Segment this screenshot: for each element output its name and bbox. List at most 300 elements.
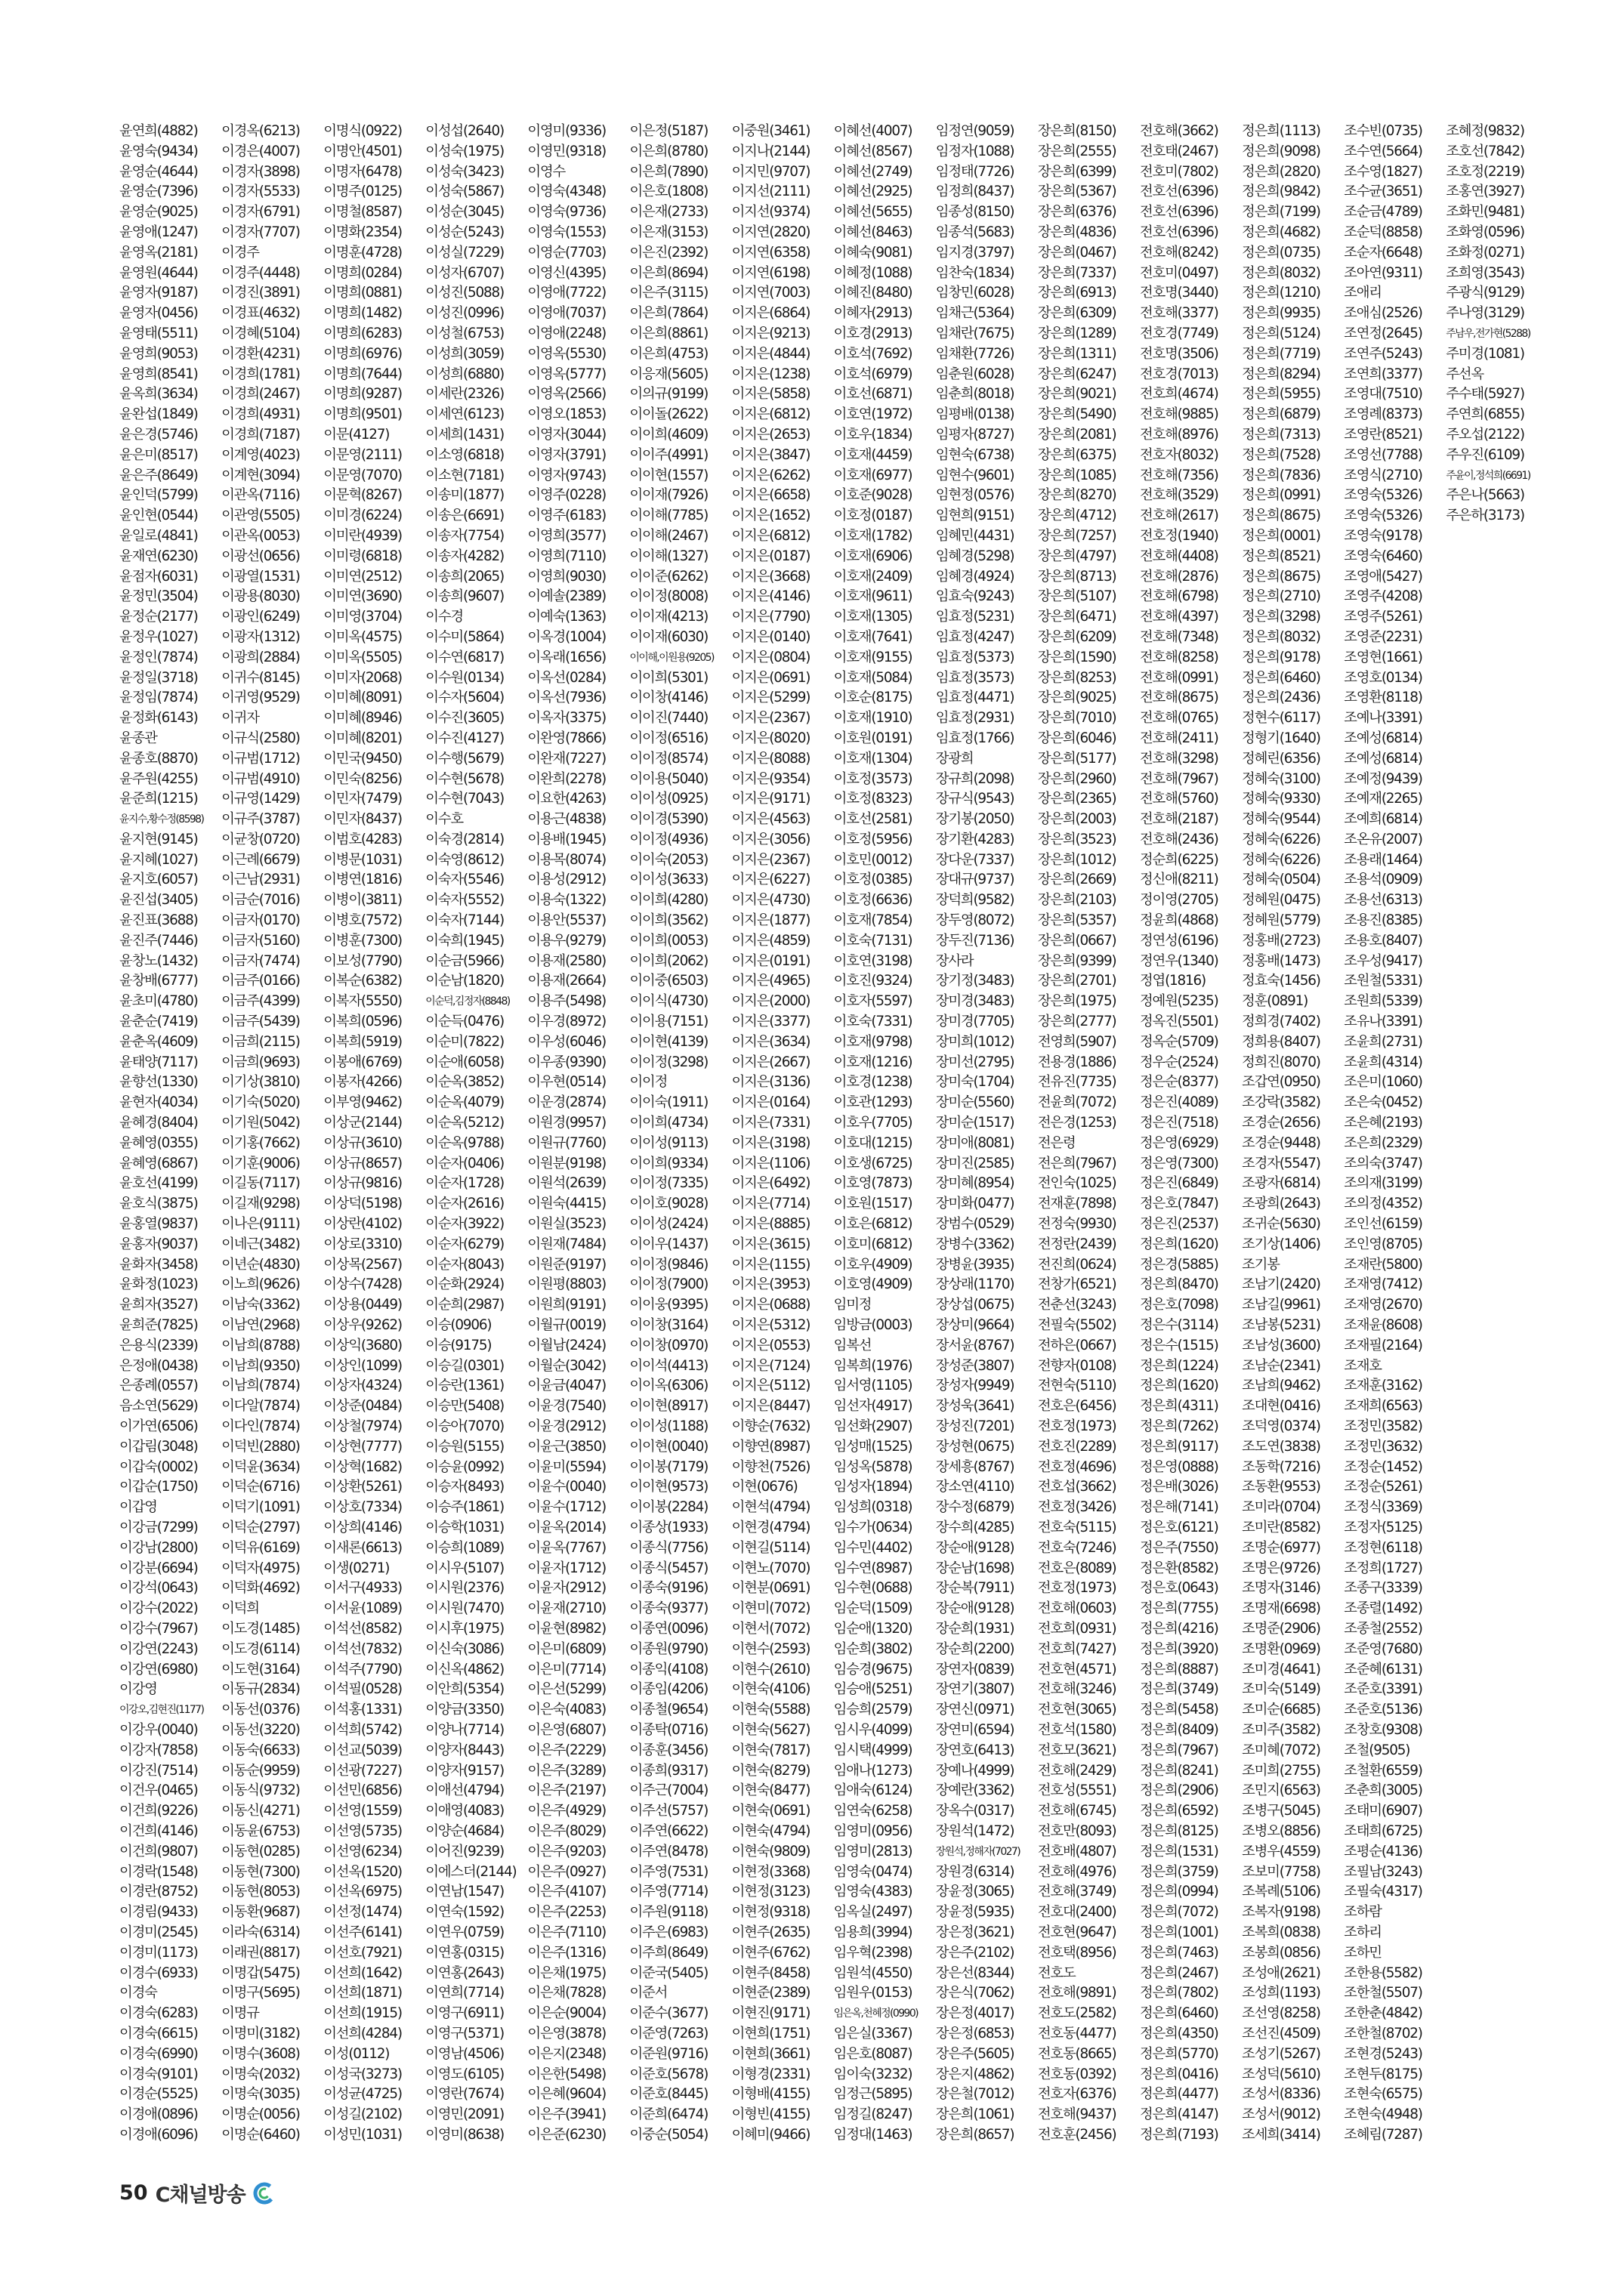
donor-entry: 정예원(5235) <box>1139 993 1218 1010</box>
donor-entry: 정혜원(5779) <box>1242 912 1320 929</box>
donor-entry: 조남희(9462) <box>1242 1378 1320 1394</box>
donor-entry: 이금자(5160) <box>221 932 300 949</box>
donor-entry: 이호정(8323) <box>833 791 912 807</box>
donor-entry: 이선정(1474) <box>323 1904 402 1921</box>
donor-entry: 장은희(7257) <box>1037 527 1116 544</box>
donor-entry: 장원석(1472) <box>935 1822 1014 1839</box>
donor-entry: 조광자(6814) <box>1242 1175 1320 1192</box>
donor-entry: 장예란(3362) <box>935 1782 1014 1799</box>
donor-entry: 임찬숙(1834) <box>935 264 1014 281</box>
donor-entry: 전호도 <box>1037 1964 1076 1981</box>
donor-entry: 이상규(9816) <box>323 1175 402 1192</box>
donor-entry: 전호은(8089) <box>1037 1560 1116 1576</box>
donor-entry: 조정민(3632) <box>1344 1438 1422 1455</box>
donor-entry: 장은희(2960) <box>1037 770 1116 787</box>
donor-entry: 윤정인(7874) <box>119 649 198 665</box>
donor-entry: 이지연(7003) <box>731 285 810 301</box>
donor-entry: 이관옥(0053) <box>221 527 300 544</box>
donor-entry: 이지은(2667) <box>731 1054 810 1070</box>
donor-entry: 이지은(3847) <box>731 446 810 463</box>
donor-entry: 이영남(4506) <box>425 2045 504 2062</box>
donor-entry: 전호해(2187) <box>1139 811 1218 828</box>
donor-entry: 조용석(0909) <box>1344 872 1422 888</box>
donor-entry: 정은희(8241) <box>1139 1762 1218 1779</box>
donor-entry: 이지은(8447) <box>731 1398 810 1415</box>
donor-entry: 이이숙(1911) <box>629 1094 709 1111</box>
donor-entry: 이영옥(5530) <box>527 345 607 362</box>
donor-entry: 이도경(1485) <box>221 1620 300 1637</box>
donor-entry: 이성순(5243) <box>425 224 504 240</box>
donor-entry: 이연희(7714) <box>425 1985 504 2001</box>
donor-entry: 정은희(7802) <box>1139 1985 1218 2001</box>
donor-entry: 이석필(0528) <box>323 1681 402 1698</box>
donor-entry: 전호동(4477) <box>1037 2025 1116 2041</box>
donor-entry: 이숙자(7144) <box>425 912 504 929</box>
donor-entry: 조병오(8856) <box>1242 1822 1320 1839</box>
donor-entry: 조윤희(4314) <box>1344 1054 1422 1070</box>
donor-entry: 정은희(7528) <box>1242 446 1320 463</box>
donor-entry: 조영호(0134) <box>1344 669 1422 686</box>
donor-entry: 이영애(7037) <box>527 305 607 322</box>
donor-entry: 이예숙(1363) <box>527 609 607 625</box>
donor-entry: 이용재(2580) <box>527 952 607 969</box>
donor-entry: 이경옥(6213) <box>221 123 300 139</box>
donor-entry: 윤종관 <box>119 730 157 746</box>
donor-entry: 장미숙(1704) <box>935 1074 1014 1091</box>
donor-entry: 이호우(7705) <box>833 1115 912 1131</box>
donor-entry: 이명철(8587) <box>323 204 402 221</box>
donor-entry: 이호정(0385) <box>833 872 912 888</box>
donor-entry: 장은희(1289) <box>1037 325 1116 341</box>
donor-entry: 전은령 <box>1037 1134 1076 1151</box>
donor-entry: 조정순(5261) <box>1344 1479 1422 1495</box>
donor-entry: 이영희(7110) <box>527 548 607 564</box>
donor-entry: 이애영(4083) <box>425 1803 504 1819</box>
donor-entry: 조영주(5261) <box>1344 609 1422 625</box>
donor-entry: 이호우(1834) <box>833 426 912 443</box>
donor-entry: 정우순(2524) <box>1139 1054 1218 1070</box>
donor-entry: 이이정(6516) <box>629 730 709 746</box>
donor-entry: 이의규(9199) <box>629 386 709 403</box>
donor-entry: 이승란(1361) <box>425 1378 504 1394</box>
donor-entry: 이주연(6622) <box>629 1822 709 1839</box>
donor-entry: 이지은(1155) <box>731 1256 810 1273</box>
donor-entry: 이영자(3044) <box>527 426 607 443</box>
donor-entry: 이명희(6976) <box>323 345 402 362</box>
donor-entry: 이신숙(3086) <box>425 1640 504 1657</box>
donor-entry: 이순자(2616) <box>425 1196 504 1212</box>
donor-entry: 조온유(2007) <box>1344 831 1422 847</box>
donor-entry: 이준원(9716) <box>629 2045 709 2062</box>
donor-entry: 주은나(5663) <box>1446 487 1524 504</box>
donor-entry: 이현준(2389) <box>731 1985 810 2001</box>
donor-entry: 조연희(3377) <box>1344 366 1422 382</box>
donor-entry: 임복선 <box>833 1337 872 1353</box>
donor-entry: 장은희(6399) <box>1037 163 1116 180</box>
donor-entry: 임현정(0576) <box>935 487 1014 504</box>
donor-entry: 전호숙(7246) <box>1037 1539 1116 1556</box>
donor-entry: 전호현(3065) <box>1037 1702 1116 1718</box>
donor-entry: 이승윤(0992) <box>425 1458 504 1475</box>
donor-entry: 조은숙(0452) <box>1344 1094 1422 1111</box>
donor-entry: 이우현(0514) <box>527 1074 607 1091</box>
donor-entry: 이원실(3523) <box>527 1216 607 1233</box>
donor-entry: 전호정(1940) <box>1139 527 1218 544</box>
donor-entry: 이규범(4910) <box>221 770 300 787</box>
donor-entry: 이주연(8478) <box>629 1843 709 1859</box>
donor-entry: 이현노(7070) <box>731 1560 810 1576</box>
donor-entry: 이경란(8752) <box>119 1884 198 1900</box>
donor-entry: 임춘희(8018) <box>935 386 1014 403</box>
donor-entry: 정은희(1531) <box>1139 1843 1218 1859</box>
donor-entry: 이근례(6679) <box>221 851 300 868</box>
donor-entry: 정은희(7463) <box>1139 1944 1218 1961</box>
donor-entry: 임은실(3367) <box>833 2025 912 2041</box>
donor-entry: 이강연(6980) <box>119 1661 198 1677</box>
donor-entry: 이미령(6818) <box>323 548 402 564</box>
donor-entry: 이현정(9318) <box>731 1904 810 1921</box>
donor-entry: 임효숙(9243) <box>935 588 1014 605</box>
donor-entry: 이현숙(8279) <box>731 1762 810 1779</box>
donor-entry: 임용희(3994) <box>833 1924 912 1940</box>
donor-entry: 이은순(9004) <box>527 2005 607 2022</box>
donor-entry: 조하람 <box>1344 1904 1382 1921</box>
donor-entry: 이이정(9846) <box>629 1256 709 1273</box>
brand-logo-icon <box>253 2182 276 2205</box>
donor-entry: 이민국(9450) <box>323 750 402 767</box>
donor-entry: 이순화(2924) <box>425 1276 504 1293</box>
donor-entry: 조미혜(7072) <box>1242 1742 1320 1758</box>
donor-entry: 이옥경(1004) <box>527 628 607 645</box>
donor-entry: 장은희(2777) <box>1037 1014 1116 1030</box>
donor-entry: 이호준(9028) <box>833 487 912 504</box>
donor-entry: 장은희(8270) <box>1037 487 1116 504</box>
donor-entry: 윤정일(3718) <box>119 669 198 686</box>
donor-entry: 이지은(3953) <box>731 1276 810 1293</box>
donor-entry: 이이희(2062) <box>629 952 709 969</box>
donor-entry: 전호해(7348) <box>1139 628 1218 645</box>
donor-entry: 이지은(4563) <box>731 811 810 828</box>
donor-entry: 조영숙(5326) <box>1344 508 1422 524</box>
donor-entry: 이승자(8493) <box>425 1479 504 1495</box>
donor-entry: 이호석(6979) <box>833 366 912 382</box>
brand-name: C채널방송 <box>155 2183 245 2207</box>
donor-entry: 이시후(1975) <box>425 1620 504 1637</box>
donor-entry: 이호정(5956) <box>833 831 912 847</box>
donor-entry: 조명재(6698) <box>1242 1600 1320 1617</box>
donor-entry: 이현진(9171) <box>731 2005 810 2022</box>
donor-entry: 조영선(7788) <box>1344 446 1422 463</box>
donor-entry: 조성애(2621) <box>1242 1964 1320 1981</box>
donor-entry: 이명희(6283) <box>323 325 402 341</box>
donor-entry: 이은주(7110) <box>527 1924 607 1940</box>
donor-entry: 이혜선(2925) <box>833 184 912 200</box>
donor-entry: 이순자(1728) <box>425 1175 504 1192</box>
donor-entry: 정은희(0994) <box>1139 1884 1218 1900</box>
donor-entry: 이지은(6658) <box>731 487 810 504</box>
donor-entry: 조평순(4136) <box>1344 1843 1422 1859</box>
donor-entry: 이준서 <box>629 1985 668 2001</box>
donor-entry: 이현희(1751) <box>731 2025 810 2041</box>
donor-entry: 이선영(1559) <box>323 1803 402 1819</box>
donor-entry: 이지은(0553) <box>731 1337 810 1353</box>
donor-entry: 이현서(7072) <box>731 1620 810 1637</box>
donor-entry: 전호해(3749) <box>1037 1884 1116 1900</box>
donor-entry: 이호진(9324) <box>833 973 912 989</box>
donor-entry: 이영희(3577) <box>527 527 607 544</box>
donor-entry: 이덕윤(3634) <box>221 1458 300 1475</box>
donor-entry: 이남연(2968) <box>221 1317 300 1334</box>
donor-entry: 정은희(9178) <box>1242 649 1320 665</box>
donor-entry: 전호택(8956) <box>1037 1944 1116 1961</box>
donor-entry: 정혜린(6356) <box>1242 750 1320 767</box>
donor-entry: 이경주(4448) <box>221 264 300 281</box>
donor-entry: 정은희(3920) <box>1139 1640 1218 1657</box>
donor-entry: 이지선(2111) <box>731 184 810 200</box>
donor-entry: 이윤옥(2014) <box>527 1519 607 1535</box>
donor-entry: 정은순(8377) <box>1139 1074 1218 1091</box>
donor-entry: 이선영(5735) <box>323 1822 402 1839</box>
donor-entry: 이상우(9262) <box>323 1317 402 1334</box>
donor-entry: 이은주(3115) <box>629 285 709 301</box>
donor-entry: 이병훈(7300) <box>323 932 402 949</box>
donor-entry: 임미정 <box>833 1297 872 1313</box>
donor-entry: 이영자(9743) <box>527 467 607 483</box>
donor-entry: 장미경(3483) <box>935 993 1014 1010</box>
donor-entry: 윤홍열(9837) <box>119 1216 198 1233</box>
donor-entry: 전호선(6396) <box>1139 224 1218 240</box>
donor-entry: 이남희(7874) <box>221 1378 300 1394</box>
donor-entry: 이원분(9198) <box>527 1155 607 1171</box>
donor-entry: 장은희(1975) <box>1037 993 1116 1010</box>
donor-entry: 이호재(7641) <box>833 628 912 645</box>
donor-entry: 이향천(7526) <box>731 1458 810 1475</box>
donor-entry: 이은희(8694) <box>629 264 709 281</box>
donor-entry: 윤진섭(3405) <box>119 892 198 909</box>
donor-entry: 이원재(7484) <box>527 1236 607 1252</box>
donor-entry: 이미옥(5505) <box>323 649 402 665</box>
donor-entry: 이요한(4263) <box>527 791 607 807</box>
donor-entry: 이용배(1945) <box>527 831 607 847</box>
donor-entry: 조영숙(5326) <box>1344 487 1422 504</box>
donor-entry: 이호자(5597) <box>833 993 912 1010</box>
donor-entry: 윤주원(4255) <box>119 770 198 787</box>
donor-entry: 이양자(9157) <box>425 1762 504 1779</box>
donor-entry: 이호숙(7331) <box>833 1014 912 1030</box>
donor-entry: 이영주(6183) <box>527 508 607 524</box>
donor-entry: 이승만(5408) <box>425 1398 504 1415</box>
donor-entry: 이은주(3941) <box>527 2106 607 2123</box>
donor-entry: 이석선(7832) <box>323 1640 402 1657</box>
donor-entry: 조영현(1661) <box>1344 649 1422 665</box>
donor-entry: 전용경(1886) <box>1037 1054 1116 1070</box>
donor-entry: 조강락(3582) <box>1242 1094 1320 1111</box>
donor-entry: 임승경(9675) <box>833 1661 912 1677</box>
donor-entry: 이동현(0285) <box>221 1843 300 1859</box>
donor-entry: 조필숙(4317) <box>1344 1884 1422 1900</box>
donor-entry: 이현경(4794) <box>731 1519 810 1535</box>
donor-entry: 조현숙(6575) <box>1344 2086 1422 2103</box>
donor-entry: 정효숙(1456) <box>1242 973 1320 989</box>
donor-entry: 이명미(3182) <box>221 2025 300 2041</box>
donor-entry: 이라숙(6314) <box>221 1924 300 1940</box>
donor-entry: 이호우(4909) <box>833 1256 912 1273</box>
donor-entry: 이영숙(4348) <box>527 184 607 200</box>
donor-entry: 이다알(7874) <box>221 1398 300 1415</box>
donor-entry: 이근남(2931) <box>221 872 300 888</box>
donor-entry: 이이해(1327) <box>629 548 709 564</box>
donor-entry: 이명숙(3035) <box>221 2086 300 2103</box>
donor-entry: 윤인현(0544) <box>119 508 198 524</box>
donor-entry: 전호선(6396) <box>1139 184 1218 200</box>
donor-entry: 윤종호(8870) <box>119 750 198 767</box>
donor-entry: 이은희(7864) <box>629 305 709 322</box>
donor-entry: 장은희(6376) <box>1037 204 1116 221</box>
donor-entry: 장순희(1931) <box>935 1620 1014 1637</box>
donor-entry: 이미혜(8201) <box>323 730 402 746</box>
donor-entry: 정은희(2436) <box>1242 690 1320 706</box>
donor-entry: 이명희(9501) <box>323 406 402 423</box>
donor-entry: 이기원(5042) <box>221 1115 300 1131</box>
donor-entry: 이현주(2635) <box>731 1924 810 1940</box>
donor-entry: 이호순(8175) <box>833 690 912 706</box>
donor-entry: 조혜정(9832) <box>1446 123 1524 139</box>
donor-entry: 이호재(9611) <box>833 588 912 605</box>
donor-entry: 이영란(7674) <box>425 2086 504 2103</box>
donor-entry: 이지은(5858) <box>731 386 810 403</box>
donor-entry: 정은희(7072) <box>1139 1904 1218 1921</box>
donor-entry: 조용호(8407) <box>1344 932 1422 949</box>
donor-entry: 이영수 <box>527 163 566 180</box>
donor-entry: 조기봉 <box>1242 1256 1280 1273</box>
donor-entry: 이지민(9707) <box>731 163 810 180</box>
donor-entry: 조인영(8705) <box>1344 1236 1422 1252</box>
donor-entry: 이은채(1975) <box>527 1964 607 1981</box>
donor-entry: 이성철(6753) <box>425 325 504 341</box>
donor-entry: 장병수(3362) <box>935 1236 1014 1252</box>
donor-entry: 이현석(4794) <box>731 1499 810 1516</box>
donor-entry: 이갑영 <box>119 1499 157 1516</box>
donor-entry: 임효정(1766) <box>935 730 1014 746</box>
donor-entry: 이광인(6249) <box>221 609 300 625</box>
donor-entry: 이애선(4794) <box>425 1782 504 1799</box>
donor-entry: 정은희(4477) <box>1139 2086 1218 2103</box>
donor-entry: 장은희(9025) <box>1037 690 1116 706</box>
donor-entry: 이지은(6262) <box>731 467 810 483</box>
donor-entry: 장상래(1170) <box>935 1276 1014 1293</box>
donor-entry: 장은희(8713) <box>1037 568 1116 585</box>
donor-entry: 이금주(4399) <box>221 993 300 1010</box>
donor-entry: 윤혜영(0355) <box>119 1134 198 1151</box>
donor-entry: 이덕화(4692) <box>221 1580 300 1597</box>
donor-entry: 이명순(6460) <box>221 2126 300 2143</box>
donor-entry: 이형경(2331) <box>731 2066 810 2082</box>
donor-entry: 이우종(9390) <box>527 1054 607 1070</box>
donor-entry: 이현숙(7817) <box>731 1742 810 1758</box>
donor-entry: 정은희(4682) <box>1242 224 1320 240</box>
donor-entry: 이미자(2068) <box>323 669 402 686</box>
donor-entry: 이상란(4102) <box>323 1216 402 1233</box>
donor-entry: 장은희(5490) <box>1037 406 1116 423</box>
donor-entry: 임영미(0956) <box>833 1822 912 1839</box>
donor-entry: 이지은(0164) <box>731 1094 810 1111</box>
donor-entry: 정은희(7262) <box>1139 1418 1218 1434</box>
donor-entry: 이용성(2912) <box>527 872 607 888</box>
donor-entry: 이현주(8458) <box>731 1964 810 1981</box>
donor-entry: 조경순(9448) <box>1242 1134 1320 1151</box>
donor-entry: 이호민(0012) <box>833 851 912 868</box>
donor-entry: 이이현(9573) <box>629 1479 709 1495</box>
donor-entry: 이상철(7974) <box>323 1418 402 1434</box>
donor-entry: 이영미(9336) <box>527 123 607 139</box>
donor-entry: 이상규(8657) <box>323 1155 402 1171</box>
page-footer <box>119 2178 276 2208</box>
donor-entry: 조애리 <box>1344 285 1382 301</box>
donor-entry: 이명희(1482) <box>323 305 402 322</box>
donor-entry: 정은희(4216) <box>1139 1620 1218 1637</box>
donor-entry: 이선희(4284) <box>323 2025 402 2041</box>
donor-entry: 조귀순(5630) <box>1242 1216 1320 1233</box>
donor-entry: 윤정화(6143) <box>119 710 198 727</box>
donor-entry: 이원숙(4415) <box>527 1196 607 1212</box>
donor-entry: 이주희(8649) <box>629 1944 709 1961</box>
donor-entry: 윤창노(1432) <box>119 952 198 969</box>
donor-entry: 장성진(7201) <box>935 1418 1014 1434</box>
donor-entry: 임시우(4099) <box>833 1721 912 1738</box>
donor-entry: 전창가(6521) <box>1037 1276 1116 1293</box>
donor-entry: 이수경 <box>425 609 463 625</box>
donor-entry: 이경애(0896) <box>119 2106 198 2123</box>
donor-entry: 전호희(0931) <box>1037 1620 1116 1637</box>
donor-entry: 조재필(2164) <box>1344 1337 1422 1353</box>
donor-entry: 전호자(8032) <box>1139 446 1218 463</box>
donor-entry: 정홍배(1473) <box>1242 952 1320 969</box>
donor-entry: 조남봉(5231) <box>1242 1317 1320 1334</box>
donor-entry: 이미연(3690) <box>323 588 402 605</box>
donor-entry: 이동환(9687) <box>221 1904 300 1921</box>
donor-entry: 이네근(3482) <box>221 1236 300 1252</box>
donor-entry: 이지은(9213) <box>731 325 810 341</box>
donor-entry: 윤혜경(8404) <box>119 1115 198 1131</box>
donor-entry: 장순애(9128) <box>935 1600 1014 1617</box>
donor-entry: 임평배(0138) <box>935 406 1014 423</box>
donor-entry: 이성길(2102) <box>323 2106 402 2123</box>
donor-entry: 임성희(0318) <box>833 1499 912 1516</box>
donor-entry: 이종원(9790) <box>629 1640 709 1657</box>
donor-entry: 조하리 <box>1344 1924 1382 1940</box>
donor-entry: 이완희(2278) <box>527 770 607 787</box>
donor-entry: 정은희(5458) <box>1139 1702 1218 1718</box>
donor-entry: 조병우(4559) <box>1242 1843 1320 1859</box>
donor-entry: 조현두(8175) <box>1344 2066 1422 2082</box>
donor-entry: 장연미(6594) <box>935 1721 1014 1738</box>
donor-entry: 장은희(3523) <box>1037 831 1116 847</box>
donor-entry: 이경락(1548) <box>119 1863 198 1880</box>
donor-entry: 이종익(4108) <box>629 1661 709 1677</box>
donor-entry: 이복순(6382) <box>323 973 402 989</box>
donor-entry: 장은정(4017) <box>935 2005 1014 2022</box>
donor-entry: 이윤수(1712) <box>527 1499 607 1516</box>
donor-entry: 이강금(7299) <box>119 1519 198 1535</box>
donor-entry: 이지은(3634) <box>731 1033 810 1050</box>
donor-entry: 이기홍(7662) <box>221 1134 300 1151</box>
donor-entry: 정은희(8887) <box>1139 1661 1218 1677</box>
donor-entry: 이성실(7229) <box>425 244 504 261</box>
donor-entry: 이영순(7703) <box>527 244 607 261</box>
donor-entry: 이연홍(0315) <box>425 1944 504 1961</box>
donor-entry: 이이중(6503) <box>629 973 709 989</box>
donor-entry: 이호재(9155) <box>833 649 912 665</box>
